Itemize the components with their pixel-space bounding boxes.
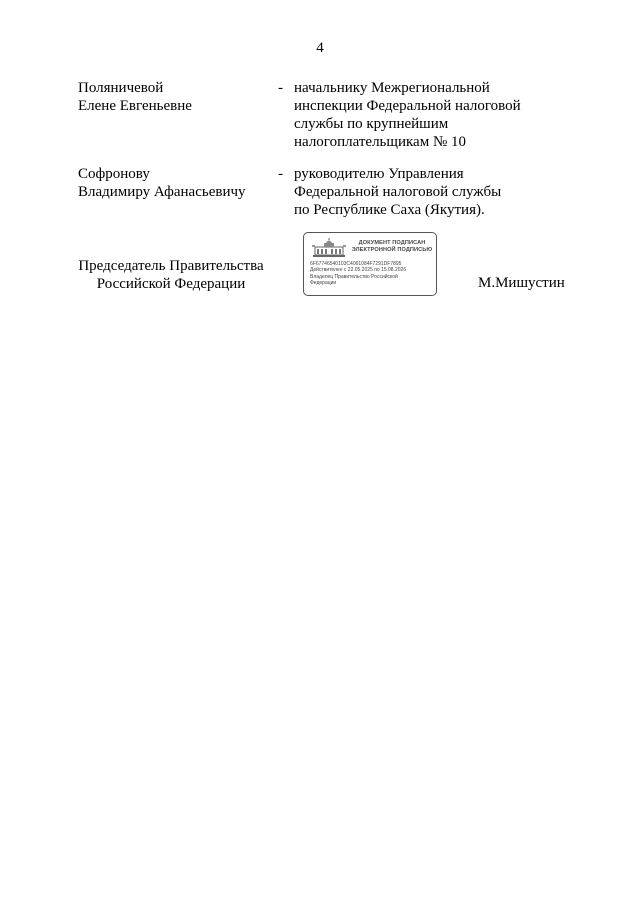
signer-name: М.Мишустин [478, 275, 565, 291]
position-text [294, 165, 564, 219]
person-name [78, 165, 268, 201]
position-line: руководителю Управления [294, 166, 464, 182]
person-name [78, 79, 268, 115]
position-line: инспекции Федеральной налоговой [294, 98, 521, 114]
signer-title [76, 257, 266, 293]
page-number: 4 [316, 40, 324, 56]
name-line: Поляничевой [78, 80, 164, 96]
government-building-icon [312, 238, 346, 258]
stamp-validity: Действителен с 22.05.2025 по 15.08.2026 [310, 267, 407, 274]
name-line: Владимиру Афанасьевичу [78, 184, 246, 200]
stamp-certificate: 6F67746540103C4061084F7291DF7895 [310, 261, 402, 267]
name-line: Софронову [78, 166, 150, 182]
signer-title-line: Председатель Правительства [78, 258, 264, 274]
separator-dash: - [278, 80, 283, 96]
stamp-header [350, 240, 434, 254]
signer-title-line: Российской Федерации [96, 276, 246, 292]
position-line: службы по крупнейшим [294, 116, 449, 132]
electronic-signature-stamp [303, 232, 437, 296]
stamp-owner-line: Владелец Правительство Российской [310, 273, 398, 280]
name-line: Елене Евгеньевне [78, 98, 192, 114]
stamp-header-line: ДОКУМЕНТ ПОДПИСАН [358, 240, 426, 246]
stamp-header-line: ЭЛЕКТРОННОЙ ПОДПИСЬЮ [351, 247, 433, 253]
position-text [294, 79, 564, 151]
position-line: начальнику Межрегиональной [294, 80, 490, 96]
position-line: Федеральной налоговой службы [294, 184, 502, 200]
stamp-owner-line: Федерации [310, 279, 337, 286]
position-line: по Республике Саха (Якутия). [294, 202, 485, 218]
separator-dash: - [278, 166, 283, 182]
stamp-details [310, 261, 434, 286]
position-line: налогоплательщикам № 10 [294, 134, 467, 150]
